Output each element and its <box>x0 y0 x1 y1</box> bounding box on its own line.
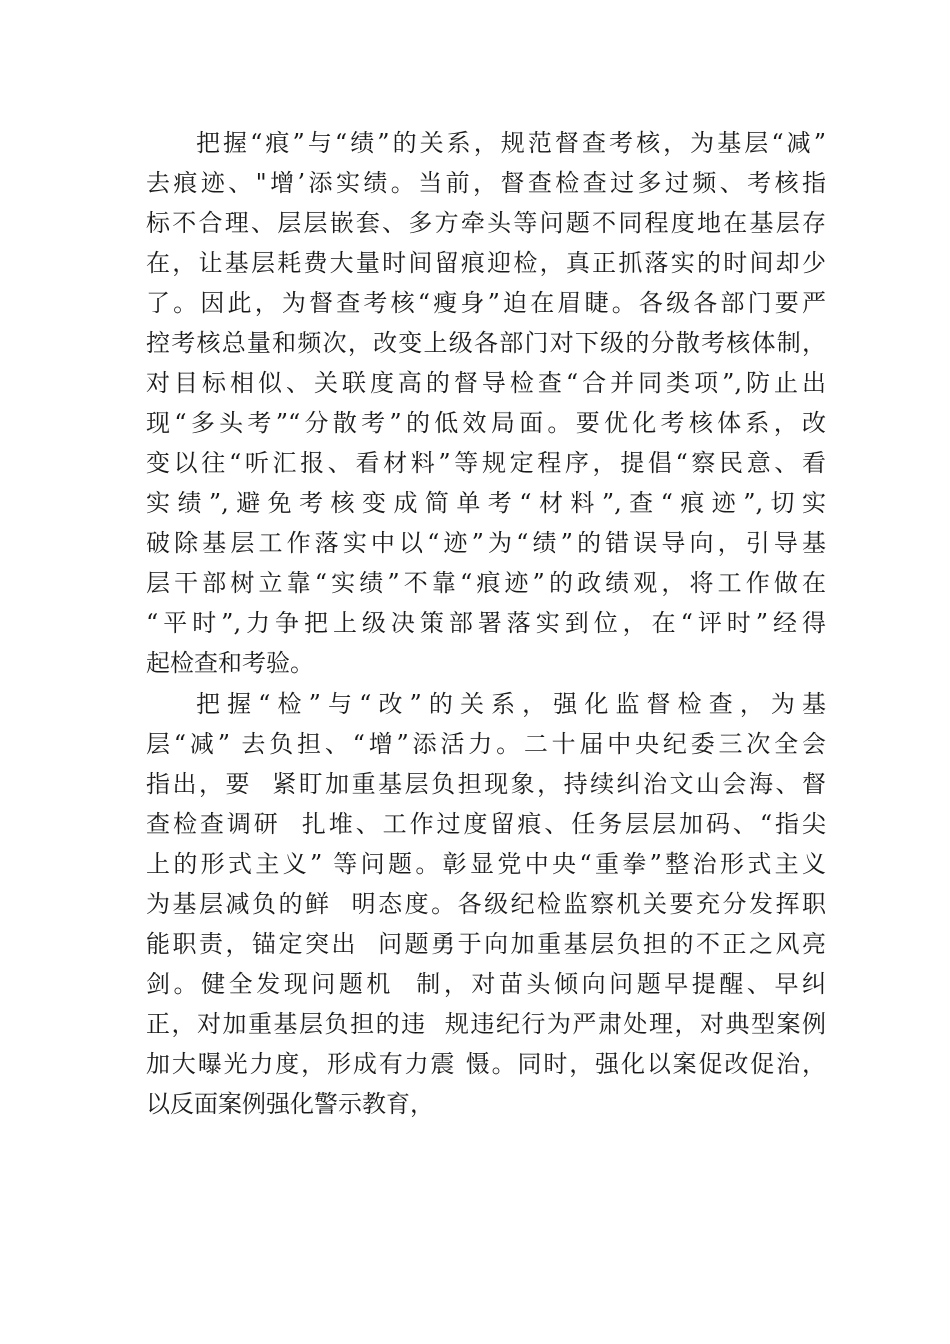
paragraph-line: 以反面案例强化警示教育， <box>146 1090 434 1118</box>
paragraph-line: 把握“痕”与“绩”的关系，规范督查考核，为基层“减” <box>196 129 826 157</box>
paragraph-line: 能职责，锚定突出 问题勇于向加重基层负担的不正之风亮 <box>146 930 826 958</box>
paragraph-line: 对目标相似、关联度高的督导检查“合并同类项”,防止出 <box>146 369 826 397</box>
paragraph-line: 了。因此，为督查考核“瘦身”迫在眉睫。各级各部门要严 <box>146 289 826 317</box>
paragraph-line: 为基层减负的鲜 明态度。各级纪检监察机关要充分发挥职 <box>146 890 826 918</box>
paragraph-line: 层“减” 去负担、“增”添活力。二十届中央纪委三次全会 <box>146 730 826 758</box>
paragraph-2 <box>146 684 826 1124</box>
paragraph-1 <box>146 123 826 683</box>
paragraph-line: 起检查和考验。 <box>146 649 314 677</box>
paragraph-line: “平时”,力争把上级决策部署落实到位，在“评时”经得 <box>146 609 826 637</box>
paragraph-line: 正，对加重基层负担的违 规违纪行为严肃处理，对典型案例 <box>146 1010 826 1038</box>
paragraph-line: 指出，要 紧盯加重基层负担现象，持续纠治文山会海、督 <box>146 770 826 798</box>
paragraph-line: 在，让基层耗费大量时间留痕迎检，真正抓落实的时间却少 <box>146 249 826 277</box>
paragraph-line: 去痕迹、"增’添实绩。当前，督查检查过多过频、考核指 <box>146 169 826 197</box>
paragraph-line: 现“多头考”“分散考”的低效局面。要优化考核体系，改 <box>146 409 826 437</box>
paragraph-line: 实绩”,避免考核变成简单考“材料”,查“痕迹”,切实 <box>146 489 826 517</box>
paragraph-line: 查检查调研 扎堆、工作过度留痕、任务层层加码、“指尖 <box>146 810 826 838</box>
paragraph-line: 破除基层工作落实中以“迹”为“绩”的错误导向，引导基 <box>146 529 826 557</box>
paragraph-line: 上的形式主义” 等问题。彰显党中央“重拳”整治形式主义 <box>146 850 826 878</box>
paragraph-line: 控考核总量和频次，改变上级各部门对下级的分散考核体制， <box>146 329 826 357</box>
paragraph-line: 变以往“听汇报、看材料”等规定程序，提倡“察民意、看 <box>146 449 826 477</box>
paragraph-line: 标不合理、层层嵌套、多方牵头等问题不同程度地在基层存 <box>146 209 826 237</box>
paragraph-line: 加大曝光力度，形成有力震 慑。同时，强化以案促改促治， <box>146 1050 826 1078</box>
paragraph-line: 把握“检”与“改”的关系，强化监督检查，为基 <box>196 690 826 718</box>
paragraph-line: 层干部树立靠“实绩”不靠“痕迹”的政绩观，将工作做在 <box>146 569 826 597</box>
paragraph-line: 剑。健全发现问题机 制，对苗头倾向问题早提醒、早纠 <box>146 970 826 998</box>
